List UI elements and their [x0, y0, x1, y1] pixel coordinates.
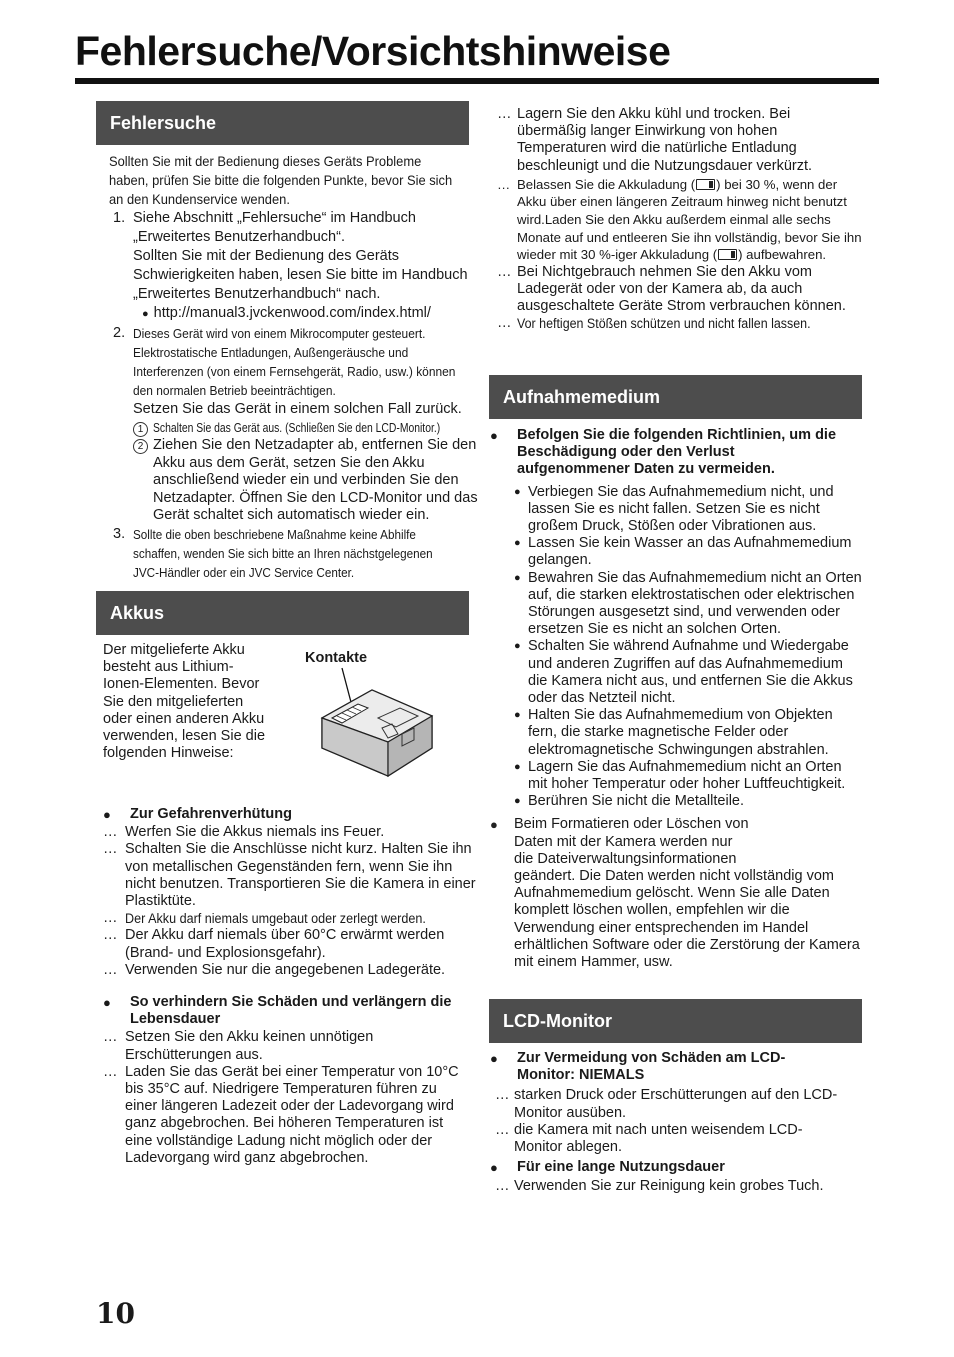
gefahr-item: Verwenden Sie nur die angegebenen Ladegeräte.	[125, 961, 446, 978]
fehlersuche-body	[109, 152, 478, 582]
medium-item: Halten Sie das Aufnahmemedium von Objekten fern, die starke magnetische Felder oder elektromagnetische Schwingungen abstrahlen.	[528, 707, 833, 758]
dots-marker: …	[103, 841, 118, 858]
step1-text: Schalten Sie das Gerät aus. (Schließen Sie den LCD-Monitor.)	[153, 421, 441, 435]
section-header-lcd-monitor	[489, 999, 862, 1043]
battery-level-icon	[696, 179, 715, 190]
akku-tip-charge: Belassen Sie die Akkuladung ( ) bei 30 %, wenn der Akku über einen längeren Zeitraum hinweg nicht benutzt wird.Laden Sie den Akku außerdem einmal alle sechs Monate auf und entleeren Sie ihn vollständig, bevor Sie ihn wieder mit 30 %-iger Akkuladung ( ) aufbewahren.	[517, 176, 862, 263]
section-header-fehlersuche	[96, 101, 469, 145]
bullet-icon: ●	[514, 795, 521, 808]
step-one-marker: 1	[133, 422, 148, 437]
gefahr-title: Zur Gefahrenverhütung	[130, 806, 292, 822]
lcd-title-2: Für eine lange Nutzungsdauer	[517, 1159, 725, 1176]
schaden-section	[103, 994, 463, 1167]
item-number: 3.	[113, 525, 126, 542]
bullet-icon: ●	[142, 308, 149, 320]
dots-marker: …	[497, 106, 512, 122]
lcd-body	[487, 1050, 862, 1196]
medium-body	[487, 427, 862, 971]
lcd-item: starken Druck oder Erschütterungen auf den LCD-Monitor ausüben.	[514, 1087, 838, 1121]
step2-text: Ziehen Sie den Netzadapter ab, entfernen Sie den Akku aus dem Gerät, setzen Sie den Akku anschließend wieder ein und verbinden Sie den Netzadapter. Öffnen Sie den LCD-Monitor und das Gerät schaltet sich automatisch wieder ein.	[153, 437, 478, 524]
bullet-icon: ●	[514, 485, 521, 498]
medium-item: Verbiegen Sie das Aufnahmemedium nicht, und lassen Sie es nicht fallen. Setzen Sie es nicht großem Druck, Stößen oder Vibrationen aus.	[528, 483, 834, 535]
item1-text: Siehe Abschnitt „Fehlersuche“ im Handbuch „Erweitertes Benutzerhandbuch“.	[133, 210, 416, 245]
dots-marker: …	[495, 1121, 510, 1138]
bullet-icon: ●	[514, 537, 521, 550]
bullet-icon: ●	[490, 428, 498, 443]
section-title: Akkus	[110, 602, 165, 623]
section-title: Fehlersuche	[110, 112, 217, 133]
schaden-item: Setzen Sie den Akku keinen unnötigen Erschütterungen aus.	[125, 1029, 374, 1063]
format-text: Beim Formatieren oder Löschen von Daten mit der Kamera werden nur die Dateiverwaltungsinformationen	[514, 816, 749, 867]
section-header-akkus	[96, 591, 469, 635]
akkus-continued	[497, 106, 862, 333]
dots-marker: …	[103, 1063, 118, 1080]
gefahr-item: Schalten Sie die Anschlüsse nicht kurz. Halten Sie ihn von metallischen Gegenständen fern, wenn Sie ihn nicht benutzen. Transportieren Sie die Kamera in einer Plastiktüte.	[125, 841, 476, 910]
bullet-icon: ●	[490, 1160, 498, 1176]
akkus-intro: Der mitgelieferte Akku besteht aus Lithium-Ionen-Elementen. Bevor Sie den mitgelieferten oder einen anderen Akku verwenden, lesen Sie die folgenden Hinweise:	[103, 642, 266, 762]
section-header-aufnahmemedium	[489, 375, 862, 419]
dots-marker: …	[497, 315, 512, 332]
dots-marker: …	[495, 1087, 510, 1104]
medium-item: Lagern Sie das Aufnahmemedium nicht an Orten mit hoher Temperatur oder hoher Luftfeuchtigkeit.	[528, 758, 846, 793]
manual-url: http://manual3.jvckenwood.com/index.html/	[153, 305, 431, 321]
medium-item: Lassen Sie kein Wasser an das Aufnahmemedium gelangen.	[528, 535, 852, 569]
gefahr-section	[103, 806, 483, 979]
format-text-more: geändert. Die Daten werden nicht vollständig vom Aufnahmemedium gelöscht. Wenn Sie alle Daten komplett löschen wollen, empfehlen wir die Verwendung einer entsprechenden im Handel erhältlichen Software oder die Zerstörung der Kamera mit einem Hammer, usw.	[514, 868, 860, 971]
page-number: 10	[96, 1297, 135, 1330]
medium-item: Schalten Sie während Aufnahme und Wiedergabe und anderen Zugriffen auf das Aufnahmemedium die Kamera nicht aus, und entfernen Sie die Akkus oder das Netzteil nicht.	[528, 638, 853, 707]
dots-marker: …	[103, 1029, 118, 1046]
schaden-item: Laden Sie das Gerät bei einer Temperatur von 10°C bis 35°C auf. Niedrigere Temperaturen führen zu einer längeren Ladezeit oder der Ladevorgang wird ganz abgebrochen. Bei höheren Temperaturen ist eine vollständige Ladung nicht möglich oder der Ladevorgang wird ganz abgebrochen.	[125, 1063, 459, 1166]
dots-marker: …	[497, 176, 511, 192]
bullet-icon: ●	[490, 1051, 498, 1066]
contacts-label: Kontakte	[305, 650, 368, 666]
akku-tip: Lagern Sie den Akku kühl und trocken. Bei übermäßig langer Einwirkung von hohen Temperaturen wird die natürliche Entladung beschleunigt und die Nutzungsdauer verkürzt.	[517, 106, 813, 174]
dots-marker: …	[103, 910, 118, 927]
bullet-icon: ●	[103, 995, 111, 1010]
bullet-icon: ●	[514, 571, 521, 584]
bullet-icon: ●	[514, 709, 521, 722]
section-title: LCD-Monitor	[503, 1010, 612, 1031]
medium-item: Bewahren Sie das Aufnahmemedium nicht an Orten auf, die starken elektrostatischen oder elektrischen Störungen ausgesetzt sind, und verwenden oder ersetzen Sie es nicht an solchen Orten.	[528, 569, 862, 638]
page-title: Fehlersuche/Vorsichtshinweise	[75, 28, 671, 74]
bullet-icon: ●	[514, 760, 521, 773]
section-title: Aufnahmemedium	[503, 386, 661, 407]
lcd-title-1: Zur Vermeidung von Schäden am LCD-Monitor: NIEMALS	[517, 1050, 786, 1084]
dots-marker: …	[497, 263, 512, 280]
item3-text: Sollte die oben beschriebene Maßnahme keine Abhilfe schaffen, wenden Sie sich bitte an Ihren nächstgelegenen JVC-Händler oder ein JVC Service Center.	[133, 526, 433, 580]
akku-tip: Bei Nichtgebrauch nehmen Sie den Akku vom Ladegerät oder von der Kamera ab, da auch ausgeschaltete Geräte Strom verbrauchen können.	[517, 263, 846, 315]
item-number: 2.	[113, 325, 126, 341]
medium-main-title: Befolgen Sie die folgenden Richtlinien, um die Beschädigung oder den Verlust aufgenommener Daten zu vermeiden.	[517, 427, 837, 478]
schaden-title: So verhindern Sie Schäden und verlängern die Lebensdauer	[130, 994, 452, 1028]
item2-more: Setzen Sie das Gerät in einem solchen Fall zurück.	[133, 401, 462, 417]
item1-more: Sollten Sie mit der Bedienung des Geräts Schwierigkeiten haben, lesen Sie bitte im Handbuch „Erweitertes Benutzerhandbuch“ nach.	[133, 248, 468, 302]
battery-level-icon	[718, 249, 737, 260]
intro-text: Sollten Sie mit der Bedienung dieses Geräts Probleme haben, prüfen Sie bitte die folgenden Punkte, bevor Sie sich an den Kundenservice wenden.	[109, 154, 453, 207]
battery-pack-icon	[300, 648, 450, 793]
item-number: 1.	[113, 210, 126, 226]
bullet-icon: ●	[103, 807, 111, 822]
akku-tip: Vor heftigen Stößen schützen und nicht fallen lassen.	[517, 316, 811, 332]
gefahr-item: Der Akku darf niemals über 60°C erwärmt werden (Brand- und Explosionsgefahr).	[125, 927, 445, 961]
dots-marker: …	[495, 1178, 510, 1195]
battery-illustration	[300, 648, 450, 793]
dots-marker: …	[103, 824, 118, 841]
step-two-marker: 2	[133, 439, 148, 454]
bullet-icon: ●	[490, 817, 498, 833]
medium-item: Berühren Sie nicht die Metallteile.	[528, 793, 745, 810]
lcd-item: Verwenden Sie zur Reinigung kein grobes Tuch.	[514, 1178, 824, 1195]
dots-marker: …	[103, 927, 118, 944]
dots-marker: …	[103, 961, 118, 978]
title-rule	[75, 78, 879, 84]
gefahr-item: Der Akku darf niemals umgebaut oder zerlegt werden.	[125, 911, 426, 927]
item2-text: Dieses Gerät wird von einem Mikrocomputer gesteuert. Elektrostatische Entladungen, Außengeräusche und Interferenzen (von einem Fernsehgerät, Radio, usw.) können den normalen Betrieb beeinträchtigen.	[133, 326, 456, 398]
gefahr-item: Werfen Sie die Akkus niemals ins Feuer.	[125, 824, 385, 841]
lcd-item: die Kamera mit nach unten weisendem LCD-Monitor ablegen.	[514, 1121, 803, 1156]
bullet-icon: ●	[514, 640, 521, 653]
